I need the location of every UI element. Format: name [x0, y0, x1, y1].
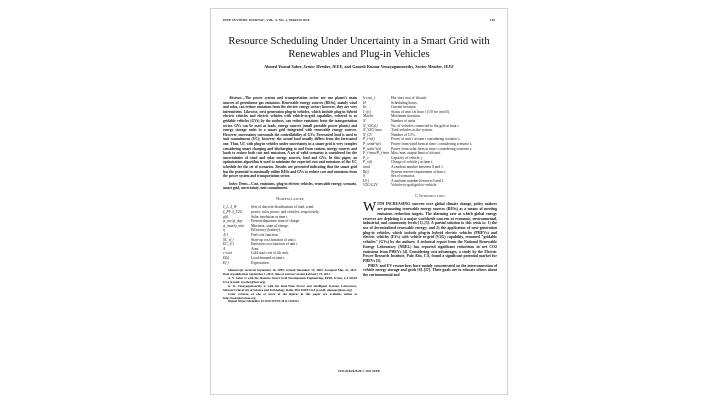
author-1-title: Senior Member, IEEE,: [303, 64, 344, 69]
author-2: Ganesh Kumar Venayagamoorthy,: [352, 64, 415, 69]
nom-symbol: P_i^max/P_i^min: [363, 151, 390, 156]
footnote-doi: Digital Object Identifier 10.1109/JSYST.2011.2163012: [228, 299, 299, 304]
nom-definition: Sets of discrete distributions of load, wind: [251, 205, 314, 210]
nom-definition: Present/departure state of charge.: [251, 219, 301, 224]
nomenclature-item: [223, 261, 357, 266]
nom-definition: Current iteration.: [391, 105, 417, 110]
nom-symbol: N: [363, 118, 366, 123]
nom-definition: Scheduling hours.: [391, 100, 418, 105]
index-terms-text: Cost, emissions, plug-in electric vehicles, renewable energy, scenario, smart grid, uncertainty, unit commitment.: [223, 181, 357, 191]
nom-symbol: J(·): [223, 233, 229, 238]
left-column: [223, 96, 357, 304]
author-line: [211, 64, 507, 69]
nom-definition: Power from solar farm at time t considering scenario s.: [391, 146, 473, 151]
nom-symbol: η: [223, 228, 225, 233]
nom-symbol: R(t): [363, 169, 369, 174]
drop-cap: W: [363, 200, 377, 216]
nom-definition: A random number between 0 and 1.: [391, 164, 444, 169]
author-1: Ahmed Yousuf Saber,: [264, 64, 303, 69]
nom-symbol: P_v: [363, 155, 369, 160]
nom-symbol: Itr: [363, 105, 367, 110]
nom-symbol: P_v(t): [363, 160, 373, 165]
nom-definition: Min/max. state of charge.: [251, 223, 289, 228]
nom-definition: Fuel cost function.: [251, 233, 279, 238]
paper-title: Resource Scheduling Under Uncertainty in a Smart Grid with Renewables and Plug-in Vehicles: [228, 36, 490, 60]
index-terms: [223, 182, 357, 191]
abstract: [223, 96, 357, 179]
footnote-author-2: G. K. Venayagamoorthy is with the Real-Time Power and Intelligent Systems Laboratory, Missouri University of Science and Technology, Rolla, MO 65409 USA (e-mail: gkumar@ieee.org).: [223, 283, 357, 292]
nom-symbol: ξ_L, ξ_W: [223, 205, 237, 210]
right-column: [363, 96, 497, 278]
nom-definition: Area.: [251, 246, 260, 251]
footnote-received: Manuscript received September 16, 2009; revised December 15, 2009. Accepted May 22, 2011. Date of publication September 1, 2011; date of current version February 15, 2012.: [223, 268, 357, 277]
nom-definition: Number of units.: [391, 118, 417, 123]
nom-symbol: ρ(t): [223, 214, 229, 219]
nom-symbol: P_solar^s(t): [363, 146, 382, 151]
nom-symbol: c-cost: [223, 251, 232, 256]
nom-symbol: D(t): [223, 256, 230, 260]
introduction-body: [363, 202, 497, 277]
nom-definition: Charge of vehicle j at time t.: [391, 160, 434, 165]
copyright-line: 1932-8184/$26.00 © 2011 IEEE: [337, 369, 381, 373]
nomenclature-left-list: [223, 205, 357, 265]
nom-definition: Maximum iteration.: [391, 114, 421, 119]
nom-symbol: h-cost_i: [363, 96, 375, 100]
nom-symbol: MaxItr: [363, 114, 374, 119]
abstract-text: The power system and transportation sector are our planet's main sources of greenhouse gas emissions. Renewable energy sources (RESs), mainly wind and solar, can reduce emissions from the electric energy sector; however, they are very intermittent. Likewise, next generation plug-in vehicles, which include plug-in hybrid electric vehicles and electric vehicles with vehicle-to-grid capability, referred to as gridable vehicles (GVs) by the authors, can reduce emissions from the transportation sector. GVs can be used as loads, energy sources (small portable power plants) and energy storage units in a smart grid integrated with renewable energy sources. However, uncertainty surrounds the controllability of GVs. Forecasted load is used to unit commitment (UC); however, the actual load usually differs from the forecasted one. Thus, UC with plug-in vehicles under uncertainty in a smart grid is very complex considering smart charging and discharging to and from various energy sources and loads to reduce both cost and emissions. A set of valid scenarios is considered for the uncertainties of wind and solar energy sources, load and GVs. In this paper, an optimization algorithm is used to minimize the expected cost and emissions of the UC schedule for the set of scenarios. Results are presented indicating that the smart grid has the potential to maximally utilize RESs and GVs to reduce cost and emissions from the power system and transportation sector.: [223, 96, 357, 179]
nom-definition: Power of unit i at time t considering scenario s.: [391, 137, 461, 142]
page-number: 149: [489, 18, 495, 22]
nom-definition: Number of GVs.: [391, 132, 416, 137]
nom-definition: Efficiency (battery).: [251, 228, 281, 233]
author-2-title: Senior Member, IEEE: [415, 64, 454, 69]
nom-symbol: rand: [363, 164, 370, 169]
footnote-author-1: A. Y. Saber is with the Siemens Smart Grid Development Engineering, EPRI, Irvine, CA 92618 USA (e-mail: aysaber@ieee.org).: [223, 276, 357, 284]
nom-definition: power, solar power, and vehicles, respectively.: [251, 210, 320, 215]
nom-symbol: I_i(t): [363, 109, 371, 114]
nom-symbol: ψ_max/ψ_min: [223, 223, 244, 228]
nom-definition: No. of vehicles connected to the grid at hour t.: [391, 123, 460, 128]
nom-symbol: H: [363, 100, 366, 105]
nomenclature-right-list: [363, 96, 497, 188]
paper-page: [210, 8, 508, 395]
nom-definition: Set of scenarios.: [391, 174, 416, 179]
author-conjunction: and: [344, 64, 352, 69]
nom-definition: Emission cost function of unit i.: [251, 242, 299, 247]
nom-definition: Solar insolation at time t.: [251, 214, 289, 219]
intro-paragraph-1: [363, 202, 497, 263]
nomenclature-item: [363, 183, 497, 188]
nom-symbol: EC_i(·): [223, 242, 234, 247]
nom-symbol: N_GV: [363, 132, 373, 137]
nom-symbol: E(·): [223, 260, 229, 265]
index-terms-label: Index Terms—: [229, 181, 252, 186]
nom-definition: Vehicle-to-grid/grid-to-vehicle.: [391, 183, 438, 188]
nom-definition: Hot start cost of ith unit.: [391, 96, 428, 100]
running-head: [223, 18, 495, 24]
nom-symbol: ψ_arr/ψ_dep: [223, 219, 243, 224]
nom-definition: Max./min. output limit of ith unit.: [391, 151, 441, 156]
abstract-label: Abstract—: [229, 96, 245, 100]
nom-symbol: V2G/G2V: [363, 183, 378, 188]
nom-definition: Total vehicles in the system.: [391, 128, 433, 133]
nom-definition: A uniform number between 0 and 1.: [391, 178, 445, 183]
nom-symbol: SC_i(·): [223, 237, 234, 242]
intro-paragraph-1-text: ITH INCREASING concern over global climate change, policy makers are promoting renewable energy sources (RESs) as a means of meeting emissions reduction targets. The alarming rate at which global energy reserves are depleting is a major worldwide concern at economic, environmental, industrial, and community levels [1]–[3]. A partial solution to this crisis is: 1) the use of decentralized renewable energy; and 2) the application of next-generation plug-in vehicles, which include plug-in hybrid electric vehicles (PHEVs) and electric vehicles (EVs) with vehicle-to-grid (V2G) capability, renamed "gridable vehicles" (GVs) by the authors. A technical report from the National Renewable Energy Laboratory (NREL) has reported significant reductions in net CO2 emissions from PHEVs [4]. Considering cost advantages, a study by the Electric Power Research Institute, Palo Alto, CA, found a significant potential market for PHEVs [5].: [363, 202, 497, 263]
nom-definition: Load demand at time t.: [251, 256, 286, 260]
nom-symbol: N_V2G(t): [363, 123, 378, 128]
nom-symbol: N_V2G^max: [363, 128, 382, 133]
nom-symbol: S: [363, 174, 365, 179]
nom-symbol: P_wind^s(t): [363, 141, 381, 146]
nom-definition: Status of unit i at hour t (1/0 for on/off).: [391, 109, 450, 114]
nom-definition: System reserve requirement at hour t.: [391, 169, 447, 174]
nom-symbol: ξ_PV, ξ_V2G: [223, 210, 243, 215]
footnotes: [223, 269, 357, 304]
nomenclature-heading: Nomenclature: [276, 195, 304, 201]
nom-definition: Capacity of vehicle j.: [391, 155, 423, 160]
nom-definition: Start-up cost function of unit i.: [251, 237, 297, 242]
footnote-color-versions: Color versions of one or more of the figures in this paper are available online at http://ieeexplore.ieee.org.: [223, 291, 357, 300]
nom-symbol: P_i^s(t): [363, 137, 375, 142]
nom-symbol: U(·): [363, 178, 370, 183]
nom-definition: Cold start cost of ith unit.: [251, 251, 289, 256]
nom-definition: Power from wind farm at time t considering scenario s.: [391, 141, 473, 146]
introduction-heading: I. Introduction: [415, 192, 445, 198]
nom-symbol: A: [223, 246, 226, 251]
journal-name: IEEE SYSTEMS JOURNAL, VOL. 4, NO. 1, MARCH 2010: [223, 18, 310, 22]
intro-paragraph-2: PHEV and EV researchers have mainly concentrated on the interconnection of vehicle energy storage and grids [6]–[27]. Their goals are to educate others about the environmental and: [363, 263, 497, 278]
nom-definition: Expectation.: [251, 260, 270, 265]
